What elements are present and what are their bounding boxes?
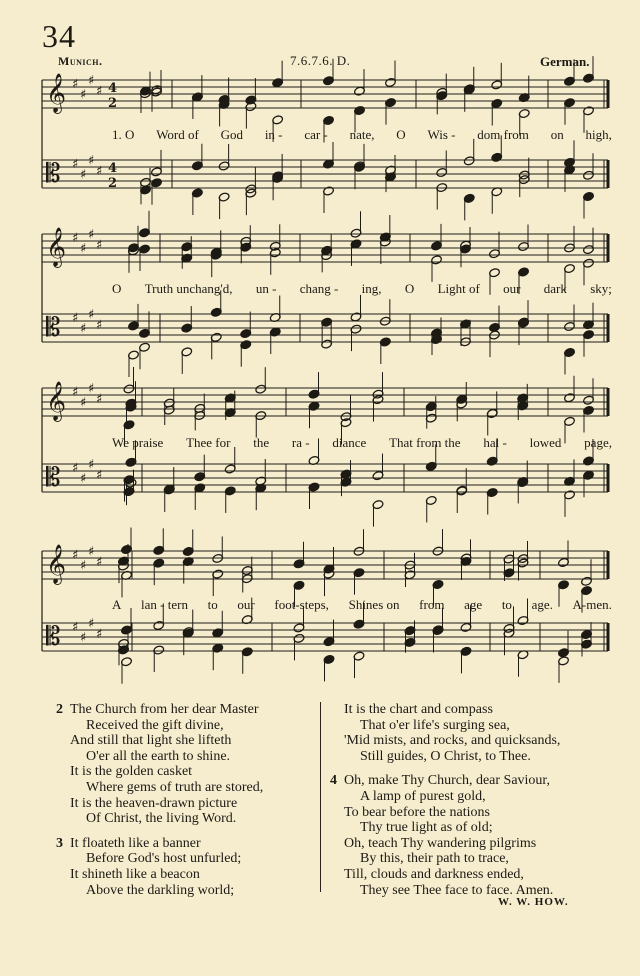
verse-line bbox=[330, 867, 615, 883]
lyric-line-1 bbox=[112, 127, 612, 143]
tenor-clef-icon: 𝄡 bbox=[46, 622, 61, 652]
tenor-clef-icon: 𝄡 bbox=[46, 463, 61, 493]
verse-text: That o'er life's surging sea, bbox=[360, 717, 510, 733]
lyric-syllable: hal - bbox=[483, 435, 507, 450]
lyric-syllable: page, bbox=[584, 435, 612, 450]
time-signature: 4 bbox=[108, 81, 118, 96]
sharp-icon: ♯ bbox=[72, 620, 79, 635]
lyric-syllable: A-men. bbox=[572, 597, 612, 612]
page-number: 34 bbox=[42, 18, 76, 54]
verses-left bbox=[56, 702, 316, 907]
lyric-syllable: sky; bbox=[590, 281, 612, 296]
verse-text: Where gems of truth are stored, bbox=[86, 779, 264, 795]
sharp-icon: ♯ bbox=[88, 381, 95, 397]
verse-line bbox=[330, 883, 615, 899]
verse-divider bbox=[320, 702, 321, 892]
sharp-icon: ♯ bbox=[80, 321, 87, 337]
lyric-syllable: from bbox=[419, 597, 445, 612]
sharp-icon: ♯ bbox=[72, 77, 79, 92]
sharp-icon: ♯ bbox=[88, 153, 95, 169]
verse-line bbox=[330, 820, 615, 836]
verse-line bbox=[56, 796, 316, 812]
lyric-syllable: nate, bbox=[349, 127, 375, 142]
verse-text: Till, clouds and darkness ended, bbox=[344, 866, 524, 882]
treble-clef-icon: 𝄞 bbox=[46, 544, 67, 584]
sharp-icon: ♯ bbox=[72, 311, 79, 326]
verse-line bbox=[330, 749, 615, 765]
verse-text: Received the gift divine, bbox=[86, 717, 224, 733]
verse-text: It is the golden casket bbox=[70, 764, 193, 780]
time-signature: 2 bbox=[108, 176, 118, 191]
verse-line bbox=[56, 749, 316, 765]
sharp-icon: ♯ bbox=[72, 231, 79, 246]
sharp-icon: ♯ bbox=[80, 471, 87, 487]
tune-name: Munich. bbox=[58, 54, 103, 68]
verse-text: Oh, make Thy Church, dear Saviour, bbox=[344, 773, 551, 789]
verse-line bbox=[330, 836, 615, 852]
verse-text: A lamp of purest gold, bbox=[360, 788, 486, 804]
sharp-icon: ♯ bbox=[88, 544, 95, 560]
lyric-syllable: Light of bbox=[437, 281, 480, 296]
lyric-syllable: our bbox=[503, 281, 521, 296]
sharp-icon: ♯ bbox=[80, 241, 87, 257]
verse-text: Before God's host unfurled; bbox=[86, 851, 242, 867]
verse-line bbox=[330, 733, 615, 749]
verses-right bbox=[330, 702, 615, 907]
author-credit: W. W. HOW. bbox=[498, 896, 569, 908]
sharp-icon: ♯ bbox=[96, 627, 103, 642]
verse-text: Thy true light as of old; bbox=[360, 820, 493, 836]
lyric-syllable: high, bbox=[585, 127, 612, 142]
verse-line bbox=[330, 789, 615, 805]
verse-text: Of Christ, the living Word. bbox=[86, 811, 237, 827]
verse-text: It is the chart and compass bbox=[344, 702, 493, 717]
lyric-syllable: diance bbox=[332, 435, 367, 450]
sharp-icon: ♯ bbox=[88, 616, 95, 632]
time-signature: 4 bbox=[108, 161, 118, 176]
sharp-icon: ♯ bbox=[72, 461, 79, 476]
lyric-line-2 bbox=[112, 281, 612, 297]
sharp-icon: ♯ bbox=[72, 548, 79, 563]
verse-text: It floateth like a banner bbox=[70, 835, 201, 851]
verse-text: Above the darkling world; bbox=[86, 882, 235, 898]
sharp-icon: ♯ bbox=[80, 395, 87, 411]
sharp-icon: ♯ bbox=[80, 87, 87, 103]
treble-clef-icon: 𝄞 bbox=[46, 227, 67, 267]
sharp-icon: ♯ bbox=[96, 555, 103, 570]
verse-line bbox=[56, 718, 316, 734]
verse-line bbox=[56, 811, 316, 827]
lyric-syllable: O bbox=[112, 281, 122, 296]
verse-line bbox=[56, 851, 316, 867]
sharp-icon: ♯ bbox=[96, 318, 103, 333]
stanza-number: 3 bbox=[56, 835, 63, 851]
sharp-icon: ♯ bbox=[80, 630, 87, 646]
verse-line bbox=[330, 851, 615, 867]
lyric-syllable: 1. O bbox=[112, 127, 135, 142]
tenor-clef-icon: 𝄡 bbox=[46, 159, 61, 189]
sharp-icon: ♯ bbox=[96, 84, 103, 99]
stanza bbox=[330, 702, 615, 764]
lyric-syllable: Wis - bbox=[427, 127, 456, 142]
verse-line bbox=[56, 836, 316, 852]
lyric-syllable: God bbox=[220, 127, 244, 142]
verse-text: By this, their path to trace, bbox=[360, 851, 509, 867]
lyric-syllable: dark bbox=[543, 281, 567, 296]
lyric-syllable: in - bbox=[264, 127, 283, 142]
verse-line bbox=[330, 805, 615, 821]
verse-line bbox=[330, 773, 615, 789]
lyric-syllable: Truth unchang'd, bbox=[144, 281, 233, 296]
lyric-syllable: Shines on bbox=[348, 597, 400, 612]
lyric-syllable: our bbox=[237, 597, 255, 612]
sharp-icon: ♯ bbox=[96, 164, 103, 179]
sharp-icon: ♯ bbox=[88, 457, 95, 473]
lyric-syllable: lowed bbox=[529, 435, 562, 450]
verse-text: It is the heaven-drawn picture bbox=[70, 795, 238, 811]
sharp-icon: ♯ bbox=[96, 392, 103, 407]
lyric-syllable: That from the bbox=[389, 435, 461, 450]
sharp-icon: ♯ bbox=[80, 167, 87, 183]
verse-line bbox=[330, 718, 615, 734]
lyric-line-3 bbox=[112, 435, 612, 451]
stanza-number: 4 bbox=[330, 773, 337, 789]
tenor-clef-icon: 𝄡 bbox=[46, 313, 61, 343]
lyric-syllable: dom from bbox=[477, 127, 529, 142]
lyric-syllable: foot-steps, bbox=[274, 597, 329, 612]
lyric-syllable: age. bbox=[531, 597, 553, 612]
sharp-icon: ♯ bbox=[72, 385, 79, 400]
verse-text: Still guides, O Christ, to Thee. bbox=[360, 748, 531, 764]
stanza-number: 2 bbox=[56, 702, 63, 717]
lyric-syllable: We praise bbox=[112, 435, 164, 450]
verse-text: O'er all the earth to shine. bbox=[86, 748, 231, 764]
lyric-syllable: ing, bbox=[361, 281, 382, 296]
stanza bbox=[56, 702, 316, 827]
lyric-syllable: lan - tern bbox=[141, 597, 188, 612]
verse-line bbox=[330, 702, 615, 718]
lyric-syllable: to bbox=[207, 597, 218, 612]
lyric-syllable: on bbox=[550, 127, 564, 142]
verse-text: 'Mid mists, and rocks, and quicksands, bbox=[344, 733, 561, 749]
lyric-syllable: A bbox=[112, 597, 122, 612]
lyric-syllable: Word of bbox=[156, 127, 199, 142]
lyric-syllable: chang - bbox=[299, 281, 339, 296]
lyric-syllable: un - bbox=[255, 281, 277, 296]
sharp-icon: ♯ bbox=[80, 558, 87, 574]
verse-text: The Church from her dear Master bbox=[70, 702, 259, 717]
verse-text: And still that light she lifteth bbox=[70, 733, 232, 749]
verse-text: Oh, teach Thy wandering pilgrims bbox=[344, 835, 537, 851]
lyric-syllable: age bbox=[464, 597, 483, 612]
lyric-syllable: O bbox=[396, 127, 406, 142]
lyric-syllable: O bbox=[404, 281, 415, 296]
sharp-icon: ♯ bbox=[96, 468, 103, 483]
stanza bbox=[56, 836, 316, 898]
sharp-icon: ♯ bbox=[88, 307, 95, 323]
sharp-icon: ♯ bbox=[88, 227, 95, 243]
lyric-line-4 bbox=[112, 597, 612, 613]
verse-line bbox=[56, 883, 316, 899]
lyric-syllable: Thee for bbox=[186, 435, 231, 450]
verse-line bbox=[56, 867, 316, 883]
treble-clef-icon: 𝄞 bbox=[46, 73, 67, 113]
meter: 7.6.7.6. D. bbox=[290, 53, 351, 68]
verse-line bbox=[56, 733, 316, 749]
treble-clef-icon: 𝄞 bbox=[46, 381, 67, 421]
lyric-syllable: car - bbox=[304, 127, 328, 142]
lyric-syllable: the bbox=[253, 435, 270, 450]
lyric-syllable: ra - bbox=[291, 435, 310, 450]
lyric-syllable: to bbox=[501, 597, 512, 612]
sharp-icon: ♯ bbox=[88, 73, 95, 89]
origin: German. bbox=[540, 54, 590, 69]
time-signature: 2 bbox=[108, 96, 118, 111]
verse-line bbox=[56, 702, 316, 718]
stanza bbox=[330, 773, 615, 898]
verse-text: To bear before the nations bbox=[344, 804, 490, 820]
verse-text: They see Thee face to face. Amen. bbox=[360, 882, 554, 898]
verse-line bbox=[56, 780, 316, 796]
sharp-icon: ♯ bbox=[72, 157, 79, 172]
verse-line bbox=[56, 764, 316, 780]
sharp-icon: ♯ bbox=[96, 238, 103, 253]
verse-text: It shineth like a beacon bbox=[70, 866, 200, 882]
